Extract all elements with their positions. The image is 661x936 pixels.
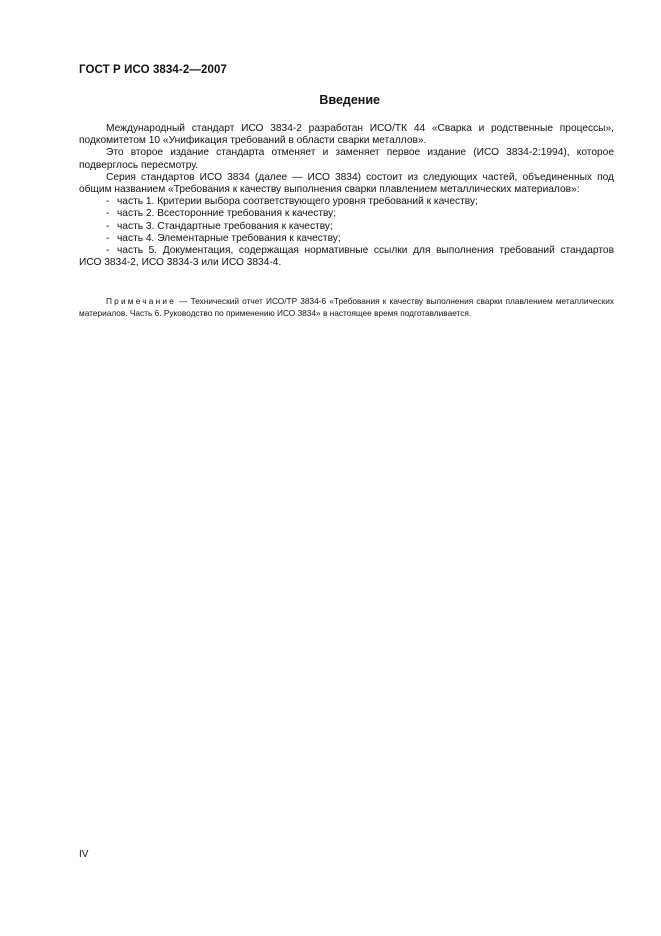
document-code-header: ГОСТ Р ИСО 3834-2—2007: [79, 64, 227, 76]
list-dash: -: [106, 245, 110, 257]
list-item-text: часть 1. Критерии выбора соответствующего уровня требований к качеству;: [117, 196, 478, 208]
paragraph-3: Серия стандартов ИСО 3834 (далее — ИСО 3834) состоит из следующих частей, объединенных под общим названием «Требования к качеству выполнения сварки плавлением металлических материалов»:: [79, 171, 614, 196]
list-item-part-2: [79, 208, 614, 220]
list-dash: -: [106, 220, 110, 232]
list-item-text: часть 3. Стандартные требования к качеству;: [117, 220, 333, 232]
list-item-part-4: [79, 233, 614, 245]
paragraph-1: Международный стандарт ИСО 3834-2 разработан ИСО/ТК 44 «Сварка и родственные процессы», подкомитетом 10 «Унификация требований в области сварки металлов».: [79, 123, 614, 147]
list-dash: -: [106, 196, 110, 208]
note-text: — Технический отчет ИСО/ТР 3834-6 «Требования к качеству выполнения сварки плавлением металлических материалов. Часть 6. Руководство по применению ИСО 3834» в настоящее время подготавливается.: [79, 296, 614, 318]
list-item-text: часть 5. Документация, содержащая нормативные ссылки для выполнения требований стандартов ИСО 3834-2, ИСО 3834-3 или ИСО 3834-4.: [79, 245, 614, 269]
list-item-part-5: [79, 245, 614, 269]
list-dash: -: [106, 232, 110, 244]
list-item-text: часть 4. Элементарные требования к качеству;: [117, 232, 341, 244]
list-item-text: часть 2. Всесторонние требования к качеству;: [117, 208, 337, 220]
list-item-part-1: [79, 196, 614, 208]
page-number: IV: [79, 849, 89, 860]
note-label: Примечание: [106, 296, 177, 306]
section-title: [79, 93, 613, 107]
introduction-body: [79, 123, 614, 269]
paragraph-2: Это второе издание стандарта отменяет и заменяет первое издание (ИСО 3834-2:1994), которое подверглось пересмотру.: [79, 147, 614, 171]
note-paragraph: [79, 296, 614, 319]
section-title-text: Введение: [319, 93, 380, 107]
list-dash: -: [106, 208, 110, 220]
list-item-part-3: [79, 221, 614, 233]
